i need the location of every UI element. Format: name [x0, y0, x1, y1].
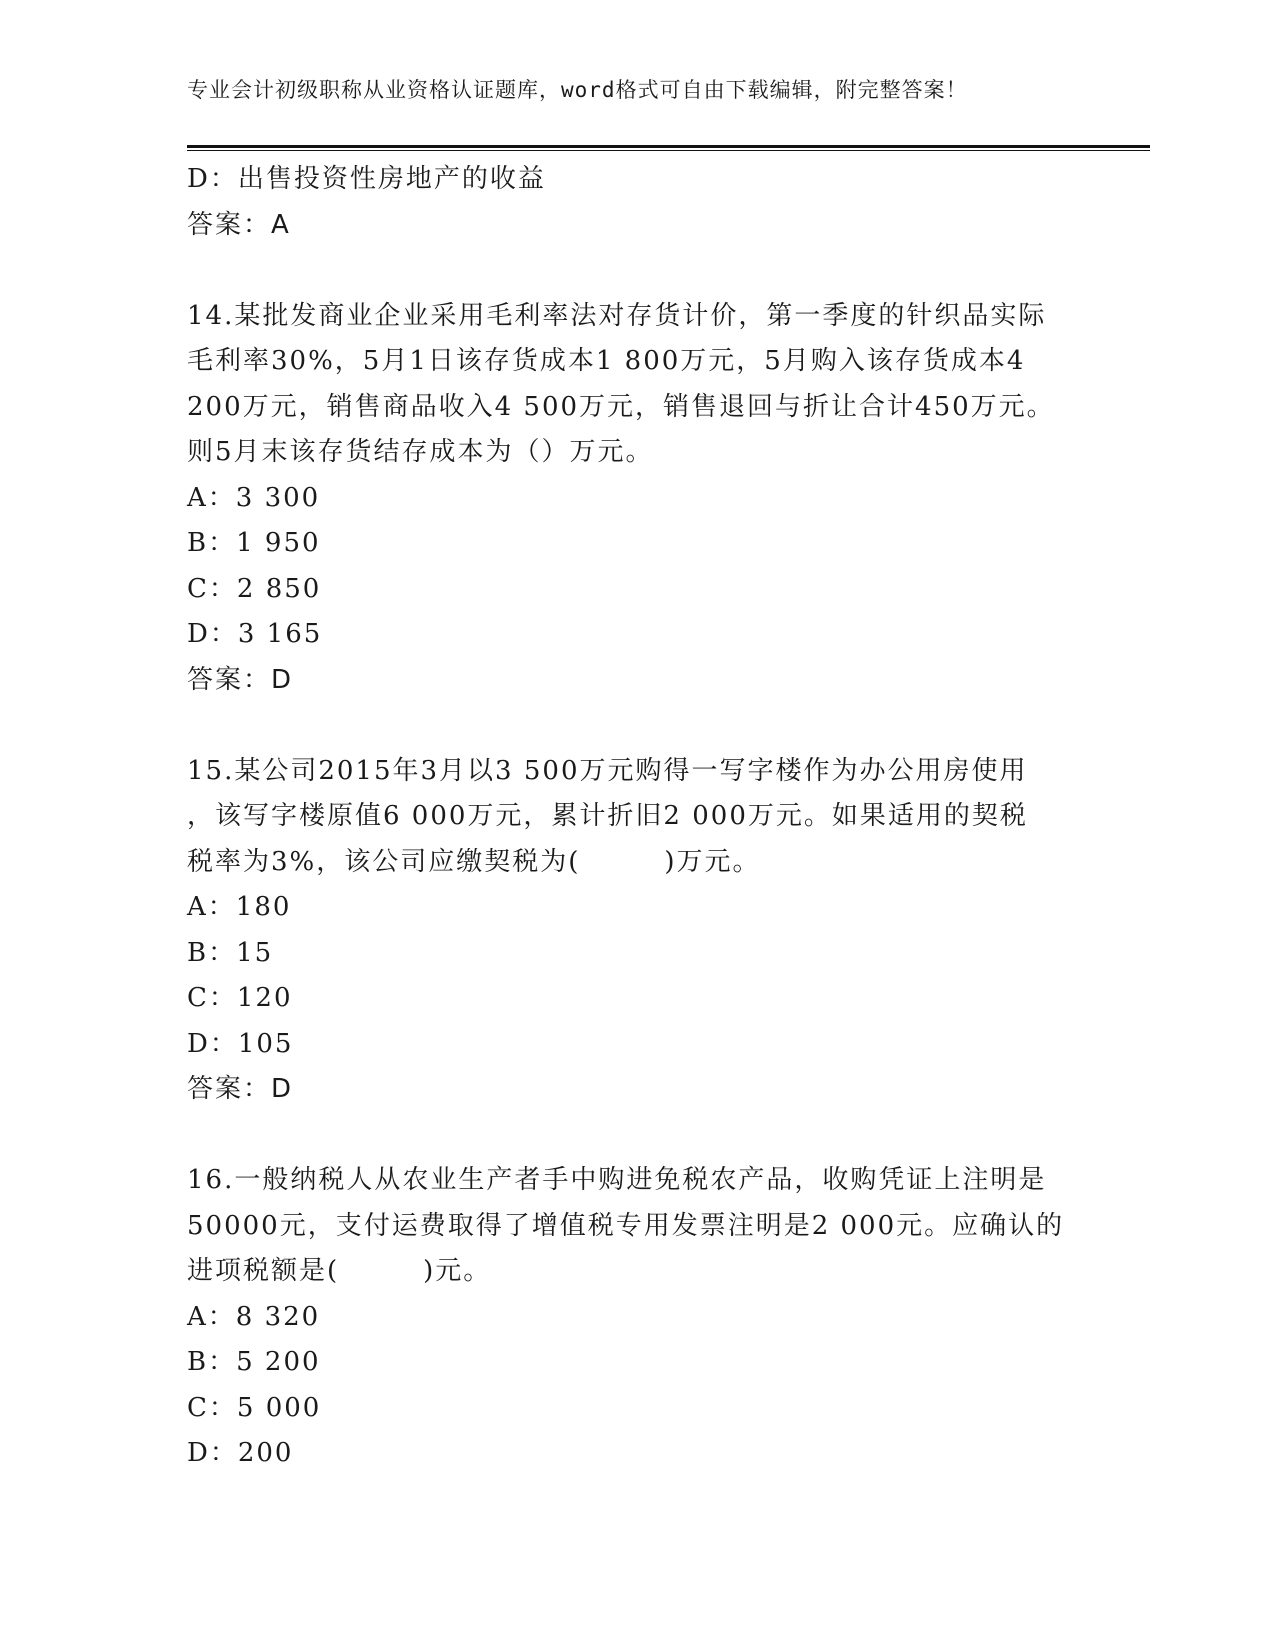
- option-a: A：180: [187, 892, 292, 922]
- question-text-line: 14.某批发商业企业采用毛利率法对存货计价，第一季度的针织品实际: [187, 300, 1047, 331]
- header-rule: [187, 145, 1150, 148]
- question-text-line: 则5月末该存货结存成本为（）万元。: [187, 437, 654, 467]
- prev-option-d: D：出售投资性房地产的收益: [187, 164, 546, 194]
- option-b: B：15: [187, 937, 274, 968]
- spacer: [187, 248, 1087, 294]
- question-text-line: 税率为3%，该公司应缴契税为( )万元。: [187, 846, 761, 877]
- option-c: C：2 850: [187, 573, 322, 604]
- answer: 答案：D: [187, 664, 294, 695]
- option-a: A：3 300: [187, 482, 321, 513]
- document-body: [187, 157, 1087, 1477]
- page-header: 专业会计初级职称从业资格认证题库，word格式可自由下载编辑，附完整答案！: [187, 78, 968, 102]
- option-d: D：105: [187, 1028, 294, 1059]
- question-text-line: 50000元，支付运费取得了增值税专用发票注明是2 000元。应确认的: [187, 1210, 1065, 1241]
- question-14: [187, 294, 1087, 704]
- spacer: [187, 1113, 1087, 1159]
- option-a: A：8 320: [187, 1301, 321, 1332]
- question-text-line: 毛利率30%，5月1日该存货成本1 800万元，5月购入该存货成本4: [187, 346, 1026, 376]
- option-c: C：5 000: [187, 1392, 322, 1423]
- question-16: [187, 1158, 1087, 1477]
- question-text-line: 200万元，销售商品收入4 500万元，销售退回与折让合计450万元。: [187, 391, 1055, 422]
- question-text-line: 16.一般纳税人从农业生产者手中购进免税农产品，收购凭证上注明是: [187, 1165, 1047, 1195]
- option-b: B：5 200: [187, 1347, 321, 1377]
- question-text-line: 进项税额是( )元。: [187, 1256, 492, 1286]
- prev-answer: 答案：A: [187, 209, 291, 240]
- option-c: C：120: [187, 983, 293, 1013]
- question-text-line: ，该写字楼原值6 000万元，累计折旧2 000万元。如果适用的契税: [187, 801, 1028, 831]
- option-b: B：1 950: [187, 528, 321, 558]
- question-text-line: 15.某公司2015年3月以3 500万元购得一写字楼作为办公用房使用: [187, 755, 1028, 786]
- spacer: [187, 703, 1087, 749]
- question-15: [187, 749, 1087, 1113]
- option-d: D：200: [187, 1438, 294, 1468]
- answer: 答案：D: [187, 1074, 294, 1104]
- header-rule-thin: [187, 150, 1150, 151]
- option-d: D：3 165: [187, 619, 323, 649]
